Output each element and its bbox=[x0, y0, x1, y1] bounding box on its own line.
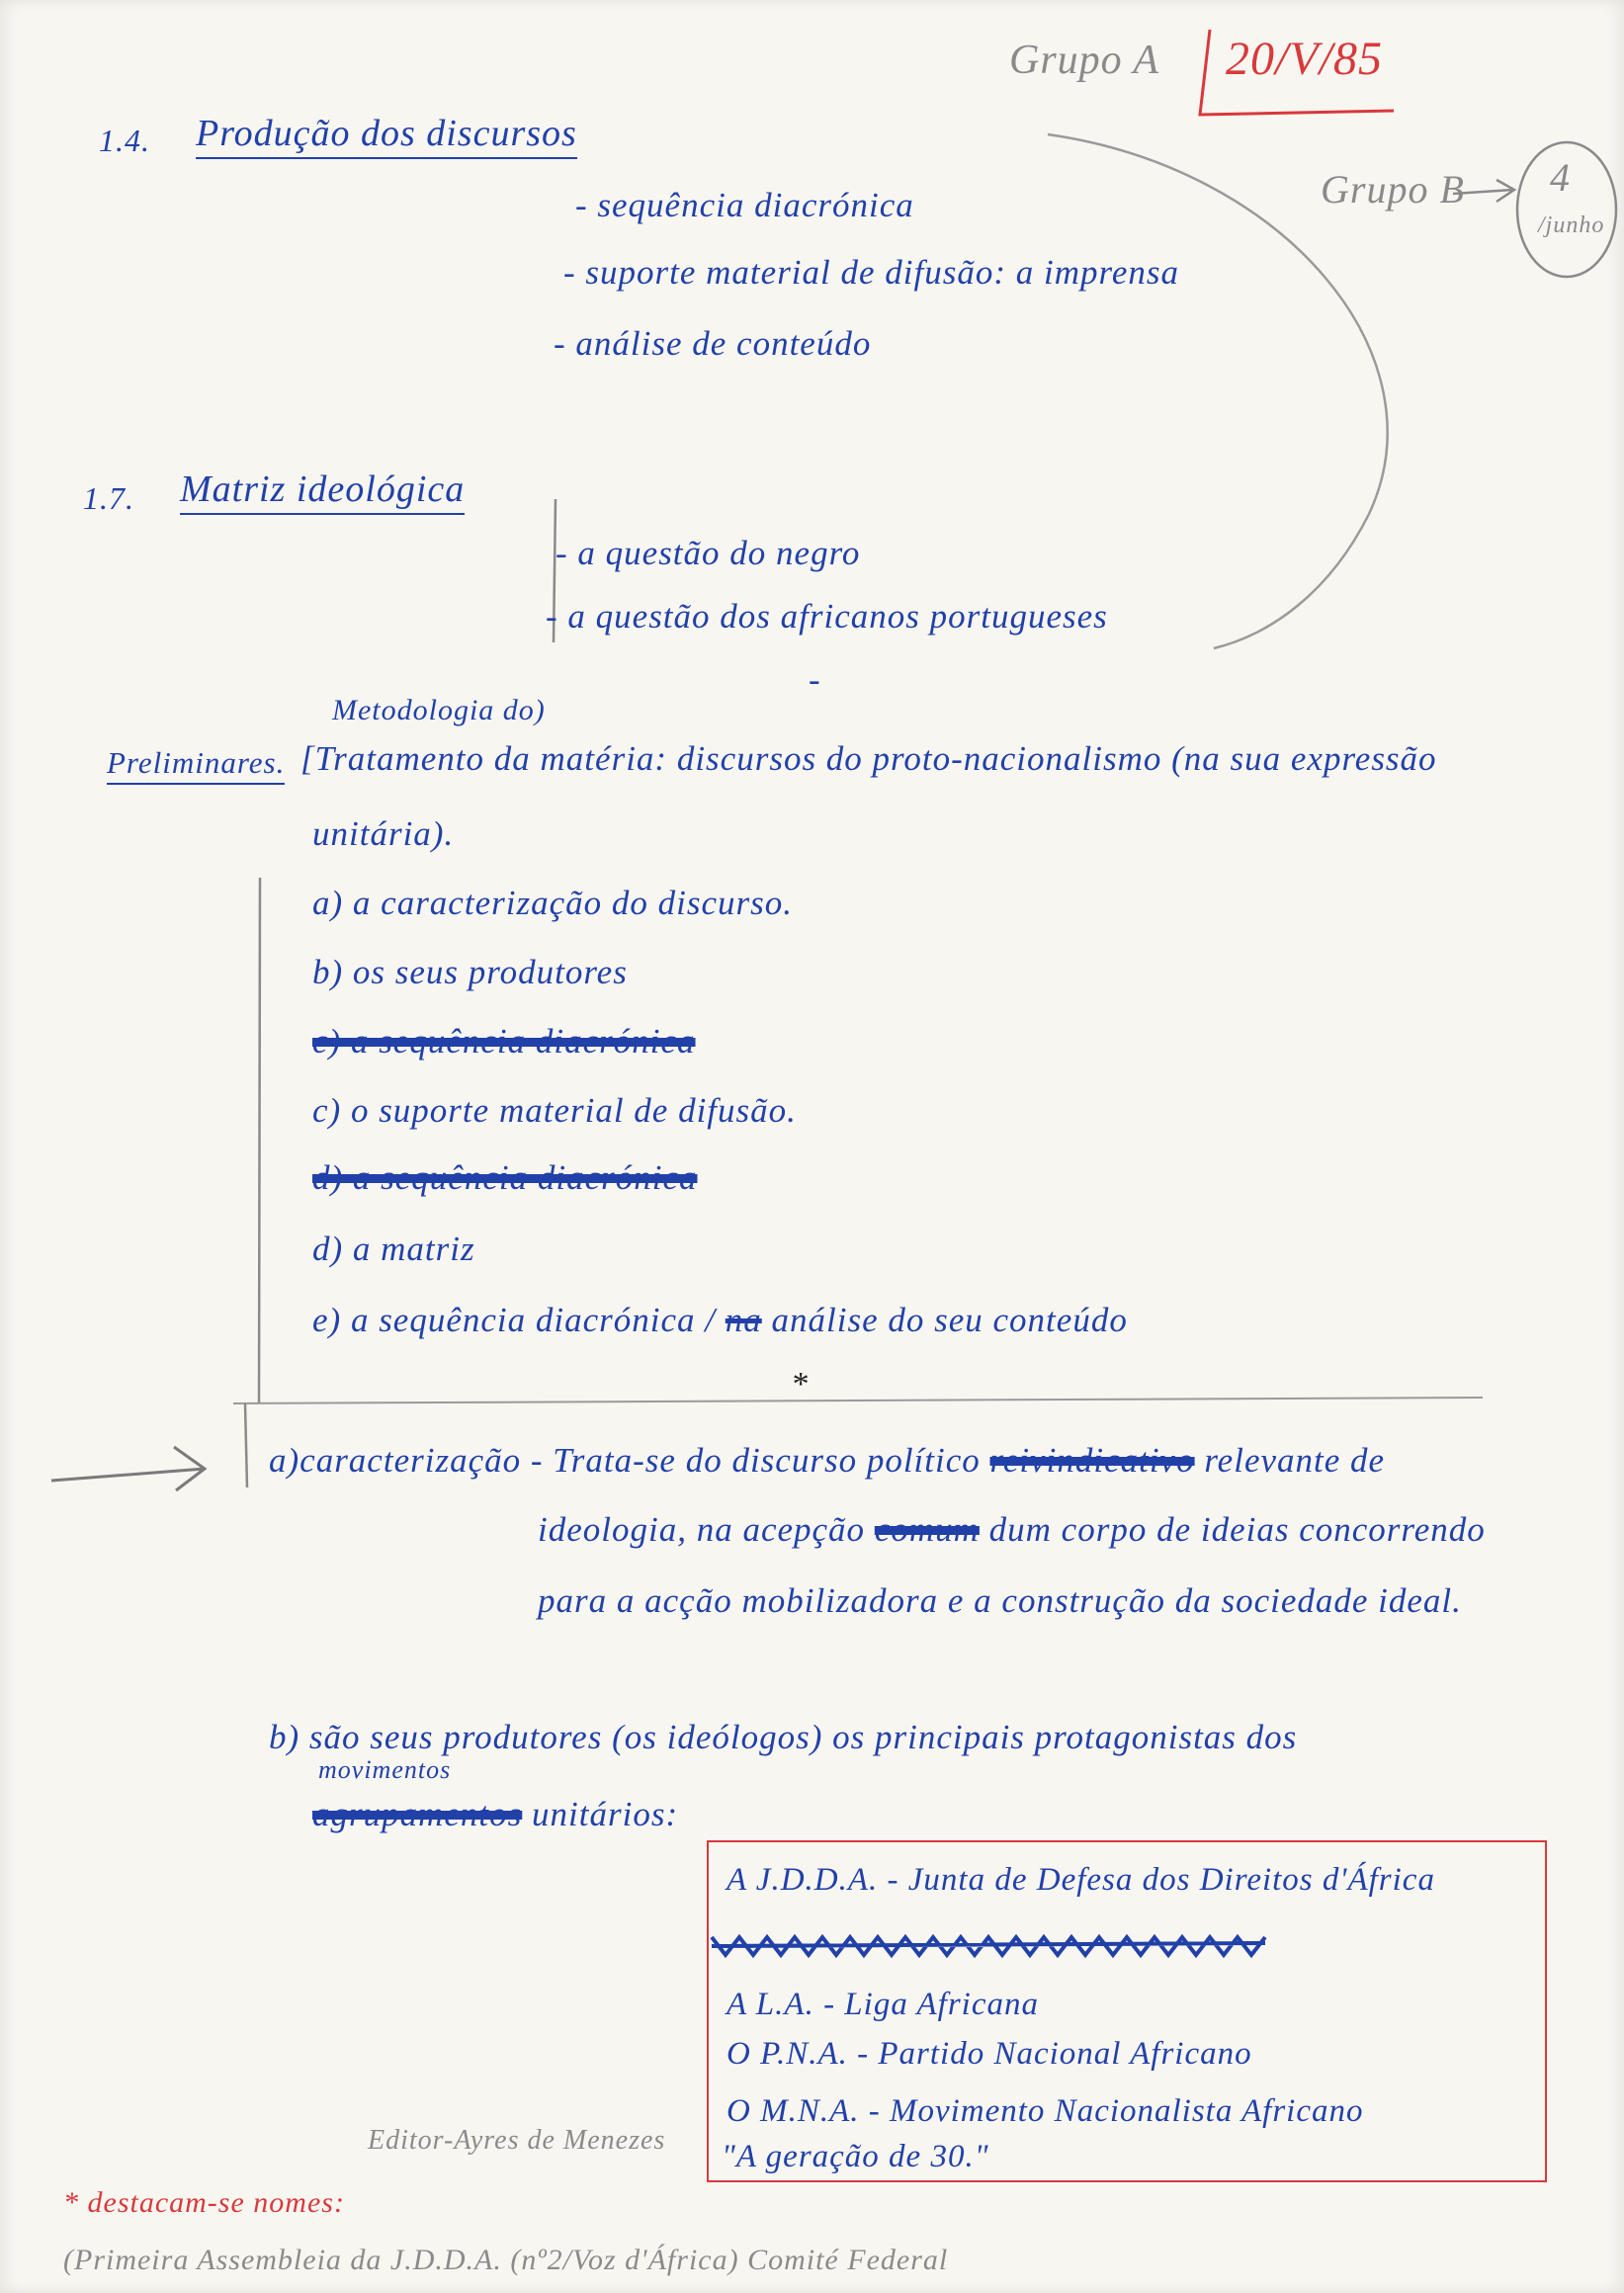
editor-note: Editor-Ayres de Menezes bbox=[368, 2125, 666, 2156]
section-1-7-item: - a questão dos africanos portugueses bbox=[546, 597, 1108, 636]
movement-entry: O M.N.A. - Movimento Nacionalista Africano bbox=[727, 2093, 1364, 2129]
section-1-4-number: 1.4. bbox=[99, 123, 150, 158]
group-b-month: /junho bbox=[1538, 212, 1605, 238]
section-1-4-item: - sequência diacrónica bbox=[575, 186, 914, 224]
pencil-bracket-list bbox=[259, 878, 260, 1403]
caracterizacao-text: ideologia, na acepção bbox=[538, 1510, 866, 1549]
caracterizacao-struck: comum bbox=[874, 1510, 980, 1549]
group-b-label: Grupo B bbox=[1321, 167, 1465, 212]
group-a-label: Grupo A bbox=[1009, 38, 1160, 83]
produtores-line-2 bbox=[312, 1797, 678, 1831]
section-1-4-item: - suporte material de difusão: a imprensa bbox=[563, 253, 1179, 292]
section-1-7-number: 1.7. bbox=[83, 480, 134, 516]
produtores-continuation: unitários: bbox=[532, 1795, 679, 1833]
section-1-7-item: - a questão do negro bbox=[556, 534, 861, 572]
movement-entry: A J.D.D.A. - Junta de Defesa dos Direitos d'África bbox=[727, 1862, 1435, 1898]
asterisk-mark: * bbox=[791, 1366, 809, 1402]
produtores-line-1: b) são seus produtores (os ideólogos) os principais protagonistas dos bbox=[269, 1718, 1298, 1756]
date-header: 20/V/85 bbox=[1226, 33, 1383, 85]
list-item-struck: d) a sequência diacrónica bbox=[312, 1158, 698, 1197]
preliminares-line-1: [Tratamento da matéria: discursos do proto-nacionalismo (na sua expressão bbox=[300, 739, 1437, 778]
produtores-struck: agrupamentos bbox=[312, 1795, 523, 1833]
movement-entry: A L.A. - Liga Africana bbox=[727, 1987, 1039, 2022]
pencil-divider bbox=[233, 1398, 1483, 1403]
arrow-right-icon bbox=[51, 1447, 205, 1490]
list-item-b: b) os seus produtores bbox=[312, 953, 628, 991]
caracterizacao-line-1 bbox=[269, 1443, 1385, 1478]
list-item-d: d) a matriz bbox=[312, 1230, 475, 1268]
section-1-4-item: - análise de conteúdo bbox=[554, 324, 872, 363]
list-item-c: c) o suporte material de difusão. bbox=[312, 1091, 797, 1130]
movement-entry: "A geração de 30." bbox=[722, 2139, 989, 2174]
section-1-4-title: Produção dos discursos bbox=[196, 115, 577, 159]
list-item-e-struck: na bbox=[725, 1301, 762, 1339]
preliminares-label: Preliminares. bbox=[107, 747, 285, 785]
produtores-insertion: movimentos bbox=[318, 1755, 452, 1784]
pencil-arc bbox=[1048, 134, 1388, 648]
preliminares-line-2: unitária). bbox=[312, 814, 455, 853]
pencil-tick bbox=[245, 1403, 247, 1487]
caracterizacao-text: a)caracterização - Trata-se do discurso político bbox=[269, 1441, 981, 1480]
caracterizacao-struck: reivindicativo bbox=[989, 1441, 1195, 1480]
list-item-e bbox=[312, 1303, 1128, 1337]
methodology-insertion: Metodologia do) bbox=[332, 694, 546, 726]
caracterizacao-continuation: dum corpo de ideias concorrendo bbox=[988, 1510, 1486, 1549]
caracterizacao-line-2 bbox=[538, 1512, 1486, 1547]
caracterizacao-line-3: para a acção mobilizadora e a construção da sociedade ideal. bbox=[538, 1581, 1462, 1620]
footnote: * destacam-se nomes: bbox=[63, 2186, 345, 2219]
section-1-7-title: Matriz ideológica bbox=[180, 470, 465, 515]
movement-entry: O P.N.A. - Partido Nacional Africano bbox=[727, 2036, 1252, 2072]
list-item-a: a) a caracterização do discurso. bbox=[312, 884, 793, 922]
list-item-e-text: e) a sequência diacrónica / bbox=[312, 1301, 717, 1339]
caracterizacao-continuation: relevante de bbox=[1204, 1441, 1386, 1480]
group-b-day: 4 bbox=[1550, 155, 1571, 200]
list-item-e-continuation: análise do seu conteúdo bbox=[771, 1301, 1128, 1339]
section-1-7-item: - bbox=[809, 660, 821, 699]
bottom-note: (Primeira Assembleia da J.D.D.A. (nº2/Voz d'África) Comité Federal bbox=[63, 2244, 949, 2276]
list-item-struck: c) a sequência diacrónica bbox=[312, 1022, 696, 1061]
